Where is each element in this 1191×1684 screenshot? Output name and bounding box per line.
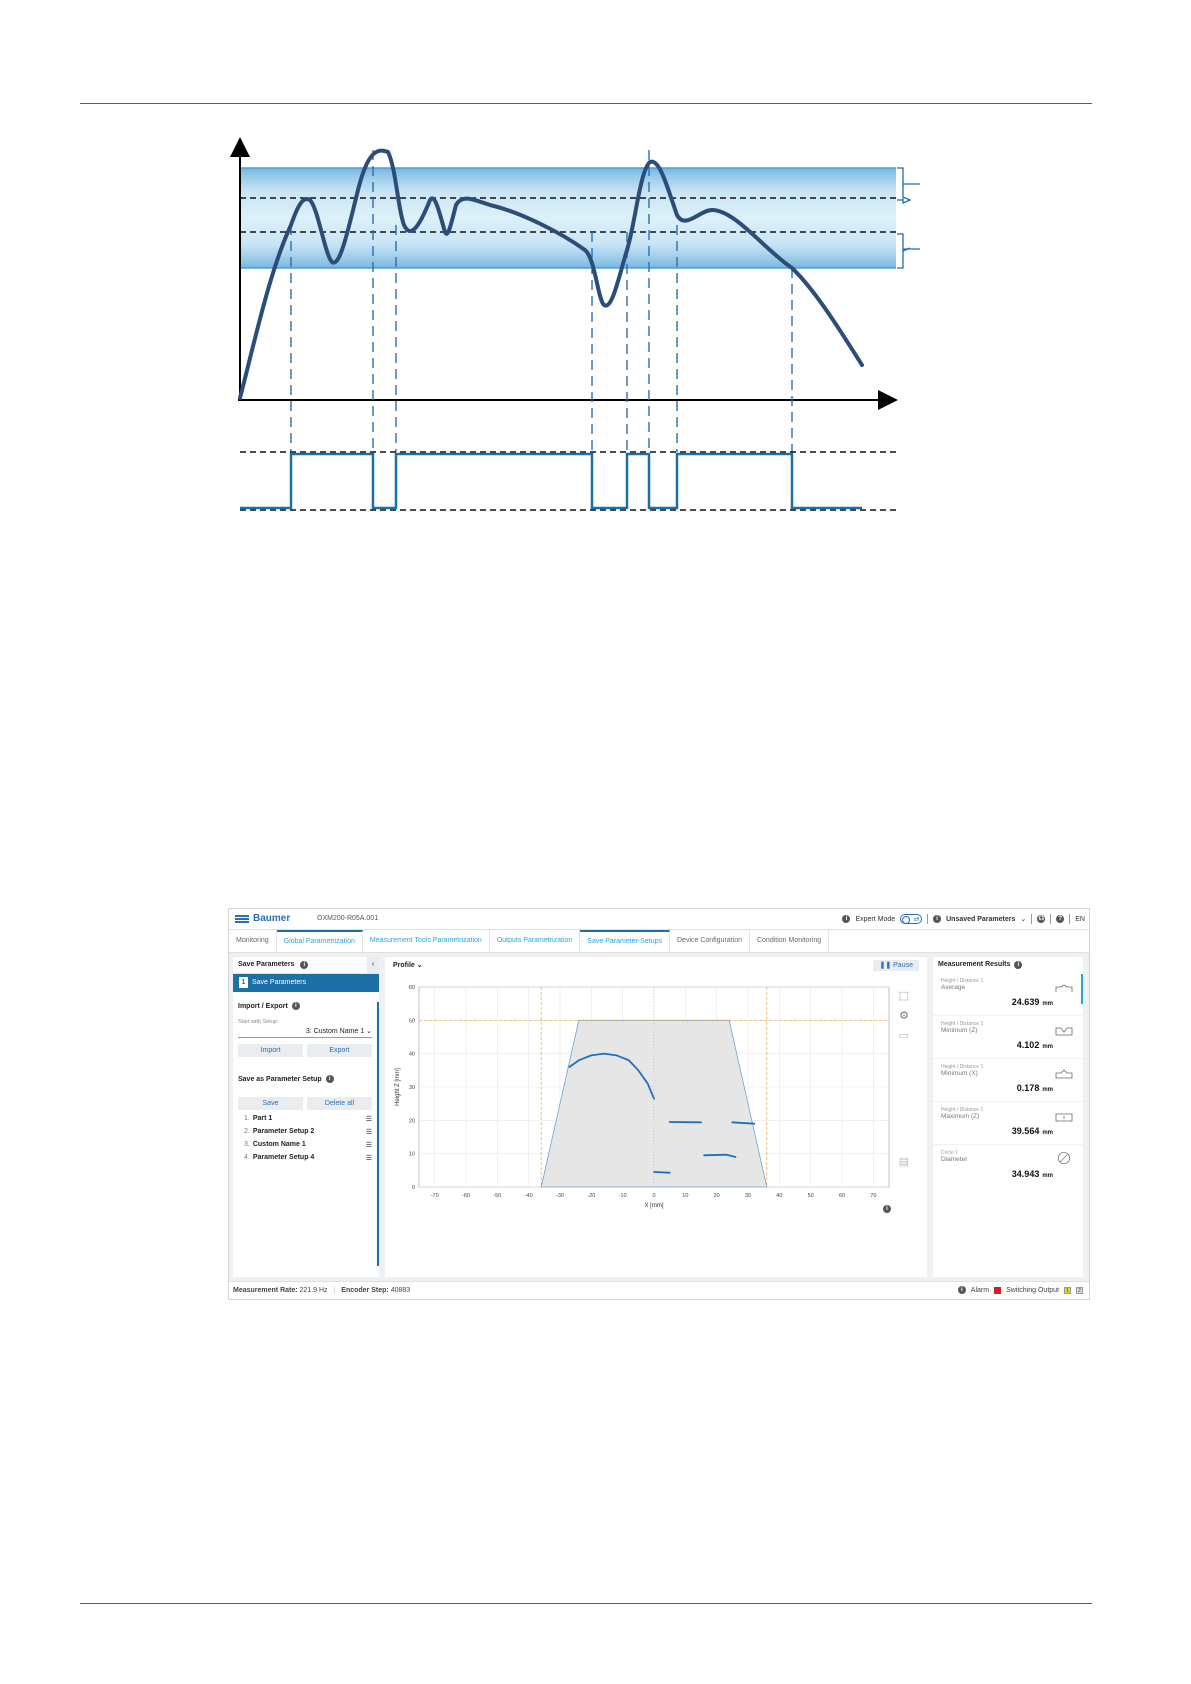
y-tick-label: 0 [411,1185,415,1191]
info-icon[interactable]: i [958,1286,966,1294]
start-with-select[interactable]: 3: Custom Name 1 ⌄ [238,1027,372,1038]
chevron-down-icon: ⌄ [416,962,423,969]
panel-title: Save Parameters [238,961,295,968]
help-icon[interactable]: ? [1056,915,1064,923]
results-panel [933,957,1083,1277]
y-tick-label: 50 [408,1018,415,1025]
divider [1069,914,1070,924]
tab-measurement-tools[interactable]: Measurement Tools Parametrization [363,930,490,952]
maximum-z-icon [1055,1112,1073,1122]
settings-tool-icon[interactable]: ⚙ [899,1010,909,1022]
switching-diagram [0,0,1191,560]
divider [1050,914,1051,924]
y-tick-label: 60 [408,985,415,991]
menu-icon[interactable]: ☰ [365,1142,372,1149]
info-icon[interactable]: i [300,961,308,969]
x-tick-label: 60 [838,1193,846,1199]
select-tool-icon[interactable]: ⬚ [898,990,909,1002]
result-average: Height / Distance 1 Average 24.639 mm [933,973,1083,1016]
minimum-z-icon [1055,1026,1073,1036]
save-button[interactable]: Save [238,1097,303,1110]
list-item[interactable]: 3. Custom Name 1 ☰ [244,1141,372,1149]
x-tick-label: 50 [807,1193,814,1199]
save-image-icon[interactable]: ▤ [898,1156,909,1168]
footer-rule [80,1603,1092,1604]
info-icon[interactable]: i [1014,961,1022,969]
start-with-label: Start with Setup: [238,1019,279,1025]
export-button[interactable]: Export [307,1044,372,1057]
profile-panel [385,957,927,1277]
menu-icon[interactable]: ☰ [365,1129,372,1136]
chevron-down-icon: ⌄ [366,1028,372,1035]
info-icon[interactable]: i [883,1205,891,1213]
section-title: Save as Parameter Setup i [238,1075,372,1083]
section-title: Import / Export i [238,1002,372,1010]
collapse-chevron-icon[interactable]: ‹ [367,957,379,973]
result-minimum-z: Height / Distance 1 Minimum (Z) 4.102 mm [933,1016,1083,1059]
results-header: Measurement Results i [933,957,1083,973]
expert-mode-label: Expert Mode [855,915,896,923]
tab-save-parameter-setups[interactable]: Save Parameter-Setups [580,930,670,952]
list-item[interactable]: 2. Parameter Setup 2 ☰ [244,1128,372,1136]
x-tick-label: -50 [493,1193,502,1199]
view-selector[interactable]: Profile ⌄ [393,962,423,969]
info-icon[interactable]: i [933,915,941,923]
x-tick-label: 10 [682,1193,689,1199]
logo-icon [235,915,249,924]
upper-bracket [897,168,910,203]
result-maximum-z: Height / Distance 1 Maximum (Z) 39.564 mm [933,1102,1083,1145]
y-axis-label: Height Z [mm] [395,1068,401,1106]
alarm-indicator [994,1287,1001,1294]
result-minimum-x: Height / Distance 1 Minimum (X) 0.178 mm [933,1059,1083,1102]
software-screenshot [228,908,1090,1300]
rate-value: 221.9 Hz [299,1287,328,1294]
language-selector[interactable]: EN [1075,915,1085,923]
x-tick-label: 30 [744,1193,752,1199]
x-tick-label: -70 [430,1193,439,1199]
info-icon[interactable]: i [292,1002,300,1010]
top-bar [229,909,1089,930]
pause-icon: ❚❚ [879,962,892,969]
encoder-label: Encoder Step: [341,1287,389,1294]
x-axis-label: X [mm] [644,1203,664,1209]
step-number: 1 [239,977,248,988]
profile-chart [385,975,927,1275]
x-tick-label: 70 [870,1193,877,1199]
list-item[interactable]: 4. Parameter Setup 4 ☰ [244,1154,372,1162]
divider [1031,914,1032,924]
y-tick-label: 10 [408,1151,415,1158]
headset-icon[interactable]: ☊ [1038,916,1044,922]
y-tick-label: 40 [408,1051,415,1058]
status-bar: Measurement Rate: 221.9 Hz | Encoder Step: 40883 i Alarm Switching Output 1 2 [229,1281,1089,1300]
menu-icon[interactable]: ☰ [365,1116,372,1123]
switching-output-1-indicator: 1 [1064,1287,1071,1294]
average-height-icon [1055,983,1073,993]
step-save-parameters[interactable] [233,974,379,992]
tab-outputs[interactable]: Outputs Parametrization [490,930,580,952]
brand-name: Baumer [253,913,291,924]
profile-segment-5 [654,1172,670,1173]
zoom-tool-icon[interactable]: ▭ [898,1030,909,1042]
unsaved-parameters-menu[interactable]: Unsaved Parameters [946,915,1016,923]
rate-label: Measurement Rate: [233,1287,298,1294]
left-panel [233,957,379,1277]
hysteresis-band [240,168,896,268]
info-icon[interactable]: i [842,915,850,923]
main-tabs [229,930,1089,953]
x-tick-label: 20 [713,1193,720,1199]
list-item[interactable]: 1. Part 1 ☰ [244,1115,372,1123]
device-name: OXM200-R05A.001 [317,915,379,922]
switching-output-signal [240,454,862,508]
minimum-x-icon [1055,1069,1073,1079]
tab-monitoring[interactable]: Monitoring [229,930,277,952]
x-tick-label: -30 [556,1193,564,1199]
expert-mode-toggle[interactable]: off [900,914,922,924]
menu-icon[interactable]: ☰ [365,1155,372,1162]
panel-header [233,957,379,974]
encoder-value: 40883 [390,1287,411,1294]
switching-output-label: Switching Output [1006,1286,1059,1294]
x-tick-label: -40 [524,1193,533,1199]
divider [927,914,928,924]
chevron-down-icon[interactable]: ⌄ [1020,916,1027,923]
switching-output-2-indicator: 2 [1076,1287,1083,1294]
x-tick-label: -20 [587,1193,596,1199]
y-tick-label: 20 [408,1118,415,1125]
result-diameter: Circle 1 Diameter 34.943 mm [933,1145,1083,1187]
step-label: Save Parameters [252,979,307,986]
x-tick-label: 40 [776,1193,783,1199]
x-tick-label: 0 [652,1193,656,1199]
x-tick-label: -60 [462,1193,470,1199]
tab-condition-monitoring[interactable]: Condition Monitoring [750,930,829,952]
circle-diameter-icon [1055,1151,1073,1165]
info-icon[interactable]: i [326,1075,334,1083]
alarm-label: Alarm [970,1286,990,1294]
import-button[interactable]: Import [238,1044,303,1057]
lower-bracket [897,234,910,268]
pause-button[interactable]: ❚❚ Pause [873,960,919,971]
delete-all-button[interactable]: Delete all [307,1097,372,1110]
x-tick-label: -10 [618,1193,627,1199]
tab-global-parametrization[interactable]: Global Parametrization [277,930,363,952]
y-tick-label: 30 [408,1085,415,1091]
tab-device-configuration[interactable]: Device Configuration [670,930,750,952]
